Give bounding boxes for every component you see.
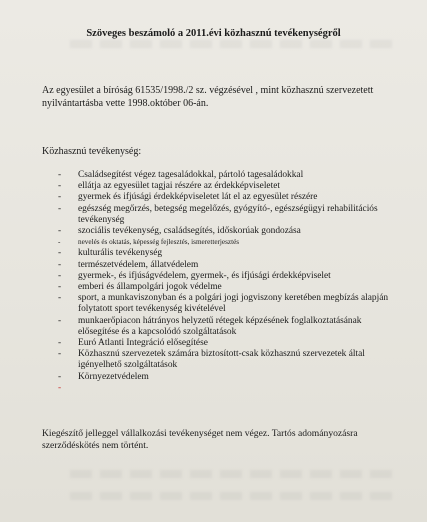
list-item-text: egészség megőrzés, betegség megelőzés, gyógyító-, egészségügyi rehabilitációs tevékenység (78, 203, 378, 225)
list-item-text: emberi és állampolgári jogok védelme (78, 282, 222, 293)
activity-list (58, 170, 393, 393)
list-item (58, 260, 393, 271)
list-item-text: Közhasznú szervezetek számára biztosított-csak közhasznú szervezetek által igényelhető szolgáltatások (78, 349, 365, 371)
list-item-text: szociális tevékenység, családsegítés, időskorúak gondozása (78, 226, 301, 237)
list-item (58, 192, 393, 203)
list-item-text: kulturális tevékenység (78, 248, 163, 259)
bullet-dash: - (58, 293, 62, 304)
list-item (58, 248, 393, 259)
list-item-text: sport, a munkaviszonyban és a polgári jogi jogviszony keretében megbízás alapján folytatott sport tevékenység kivételével (78, 293, 389, 315)
bullet-dash: - (58, 226, 62, 237)
bullet-dash: - (58, 238, 61, 247)
list-item-text: gyermek-, és ifjúságvédelem, gyermek-, és ifjúsági érdekképviselet (78, 270, 331, 281)
bleed-through-shadow (70, 470, 399, 478)
list-item (58, 181, 393, 192)
bleed-through-shadow (70, 40, 399, 48)
intro-paragraph: Az egyesület a bíróság 61535/1998./2 sz. végzésével , mint közhasznú szervezetett nyilvántartásba vette 1998.október 06-án. (42, 85, 374, 109)
list-item (58, 372, 393, 383)
bullet-dash: - (58, 371, 62, 382)
list-item (58, 271, 393, 282)
bullet-dash: - (58, 170, 62, 180)
bullet-dash: - (58, 248, 62, 259)
list-item (58, 349, 393, 371)
bullet-dash: - (58, 259, 62, 270)
bullet-dash: - (58, 382, 62, 393)
list-item (58, 204, 393, 226)
section-heading: Közhasznú tevékenység: (42, 146, 142, 157)
list-item (58, 316, 393, 338)
bullet-dash: - (58, 338, 62, 349)
list-item-text: munkaerőpiacon hátrányos helyzetű rétegek képzésének foglalkoztatásának elősegítése és a kapcsolódó szolgáltatások (78, 315, 362, 337)
list-item-text: nevelés és oktatás, képesség fejlesztés, ismeretterjesztés (78, 238, 240, 247)
list-item-text: Családsegítést végez tagesaládokkal, pártoló tagesaládokkal (78, 170, 304, 180)
bullet-dash: - (58, 270, 62, 281)
closing-paragraph: Kiegészítő jelleggel vállalkozási tevékenységet nem végez. Tartós adományozásra szerződéskötés nem történt. (42, 428, 358, 451)
bullet-dash: - (58, 349, 62, 360)
list-item-text: természetvédelem, állatvédelem (78, 259, 199, 270)
bullet-dash: - (58, 315, 62, 326)
bullet-dash: - (58, 192, 62, 203)
list-item-text: ellátja az egyesület tagjai részére az érdekképviseletet (78, 181, 280, 192)
list-item (58, 170, 393, 181)
list-item (58, 237, 393, 248)
list-item-text: Euró Atlanti Integráció elősegítése (78, 338, 208, 349)
list-item-text: Környezetvédelem (78, 371, 149, 382)
bullet-dash: - (58, 181, 62, 192)
list-item (58, 282, 393, 293)
list-item (58, 293, 393, 315)
bleed-through-shadow (70, 492, 399, 500)
list-item-text: gyermek és ifjúsági érdekképviseletet lát el az egyesület részére (78, 192, 318, 203)
document-title: Szöveges beszámoló a 2011.évi közhasznú tevékenységről (86, 28, 341, 39)
list-item (58, 338, 393, 349)
bullet-dash: - (58, 203, 62, 214)
bullet-dash: - (58, 282, 62, 293)
list-item (58, 226, 393, 237)
